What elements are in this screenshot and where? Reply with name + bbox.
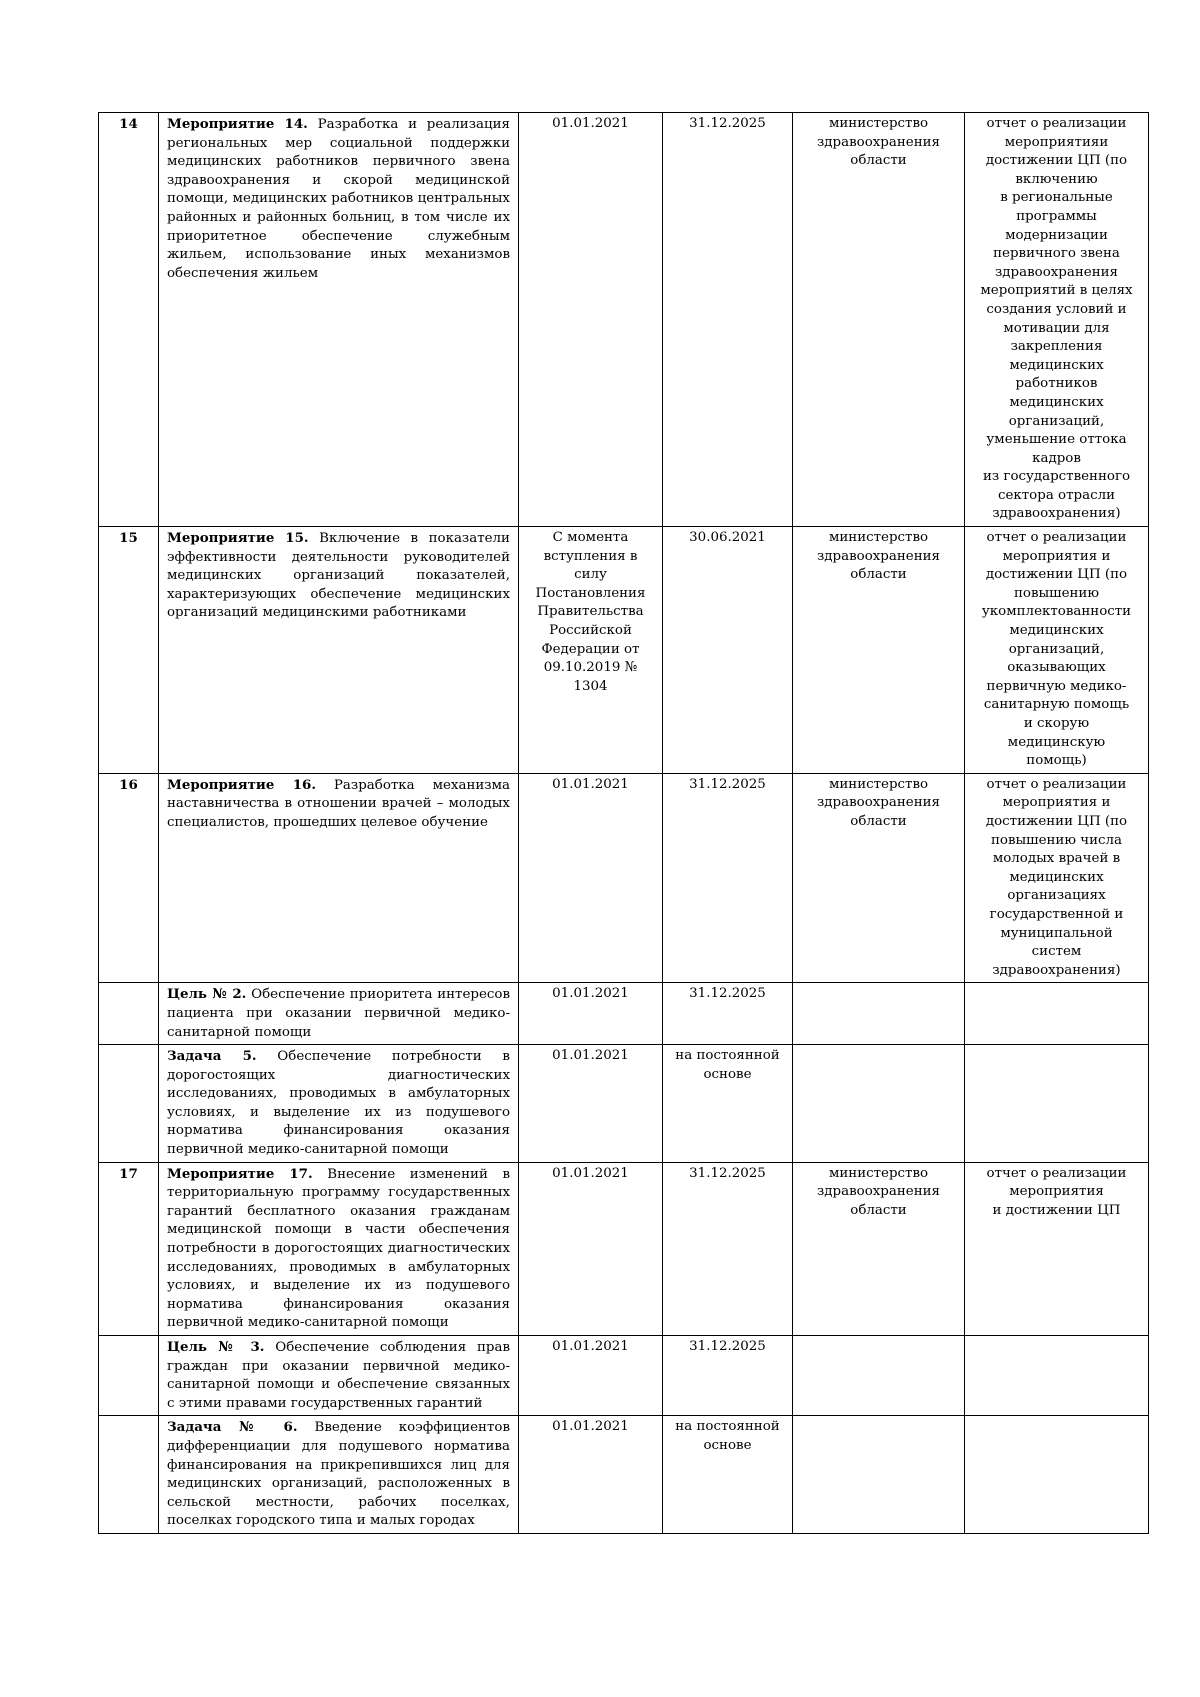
task-title: Задача 5. [167,1048,257,1065]
task-description [159,1045,519,1163]
table-row [99,773,1149,983]
responsible [793,983,965,1045]
row-number [99,1336,159,1416]
activity-description [159,1162,519,1335]
start-date: 01.01.2021 [519,983,663,1045]
row-number: 14 [99,113,159,527]
plan-table-body [99,113,1149,1534]
end-date: 31.12.2025 [663,113,793,527]
table-row [99,1045,1149,1163]
end-date: 31.12.2025 [663,1336,793,1416]
end-date: 31.12.2025 [663,1162,793,1335]
end-date: на постоянной основе [663,1416,793,1534]
end-date: 31.12.2025 [663,773,793,983]
row-number [99,983,159,1045]
end-date: на постоянной основе [663,1045,793,1163]
end-date: 30.06.2021 [663,527,793,774]
expected-result [965,1045,1149,1163]
row-number [99,1416,159,1534]
row-number: 16 [99,773,159,983]
activity-title: Мероприятие 14. [167,116,308,132]
activity-title: Мероприятие 17. [167,1165,313,1182]
end-date: 31.12.2025 [663,983,793,1045]
task-text: Введение коэффициентов дифференциации для подушевого норматива финансирования на прикрепившихся лиц для медицинских организаций, расположенных в сельской местности, рабочих поселках, поселках городского типа и малых городах [167,1420,510,1529]
activity-title: Мероприятие 15. [167,530,309,547]
activity-text: Разработка и реализация региональных мер социальной поддержки медицинских работников первичного звена здравоохранения и скорой медицинской помощи, медицинских работников центральных районных и районных больниц, в том числе их приоритетное обеспечение служебным жильем, использование иных механизмов обеспечения жильем [167,117,510,281]
table-row [99,1336,1149,1416]
expected-result: отчет о реализации мероприятия и достижении ЦП (по повышению числа молодых врачей в медицинских организациях государственной и муниципальной систем здравоохранения) [965,773,1149,983]
start-date: 01.01.2021 [519,1416,663,1534]
row-number: 15 [99,527,159,774]
expected-result [965,983,1149,1045]
row-number: 17 [99,1162,159,1335]
responsible [793,1045,965,1163]
activity-text: Включение в показатели эффективности деятельности руководителей медицинских организаций показателей, характеризующих обеспечение медицинских организаций медицинскими работниками [167,531,510,621]
document-page [98,112,1148,1534]
expected-result: отчет о реализации мероприятия и достижении ЦП (по повышению укомплектованности медицинских организаций, оказывающих первичную медико- санитарную помощь и скорую медицинскую помощь) [965,527,1149,774]
activity-description [159,527,519,774]
table-row [99,113,1149,527]
responsible: министерство здравоохранения области [793,773,965,983]
start-date: 01.01.2021 [519,773,663,983]
expected-result: отчет о реализации мероприятия и достижении ЦП [965,1162,1149,1335]
responsible [793,1336,965,1416]
activity-title: Мероприятие 16. [167,776,316,793]
expected-result [965,1336,1149,1416]
goal-title: Цель № 3. [167,1339,265,1355]
goal-description [159,983,519,1045]
responsible: министерство здравоохранения области [793,527,965,774]
expected-result [965,1416,1149,1534]
table-row [99,1416,1149,1534]
activity-description [159,773,519,983]
start-date: 01.01.2021 [519,1336,663,1416]
start-date: 01.01.2021 [519,113,663,527]
responsible [793,1416,965,1534]
goal-title: Цель № 2. [167,986,247,1003]
table-row [99,983,1149,1045]
activity-description [159,113,519,527]
responsible: министерство здравоохранения области [793,1162,965,1335]
task-description [159,1416,519,1534]
goal-text: Обеспечение приоритета интересов пациента при оказании первичной медико-санитарной помощи [167,987,510,1040]
start-date: 01.01.2021 [519,1045,663,1163]
table-row [99,1162,1149,1335]
expected-result: отчет о реализации мероприятияи достижении ЦП (по включению в региональные программы модернизации первичного звена здравоохранения мероприятий в целях создания условий и мотивации для закрепления медицинских работников медицинских организаций, уменьшение оттока кадров из государственного сектора отрасли здравоохранения) [965,113,1149,527]
start-date: С момента вступления в силу Постановления Правительства Российской Федерации от 09.10.2019 № 1304 [519,527,663,774]
responsible: министерство здравоохранения области [793,113,965,527]
start-date: 01.01.2021 [519,1162,663,1335]
goal-description [159,1336,519,1416]
task-text: Обеспечение потребности в дорогостоящих диагностических исследованиях, проводимых в амбулаторных условиях, и выделение их из подушевого норматива финансирования оказания первичной медико-санитарной помощи [167,1049,510,1158]
row-number [99,1045,159,1163]
goal-text: Обеспечение соблюдения прав граждан при оказании первичной медико-санитарной помощи и обеспечение связанных с этими правами государственных гарантий [167,1340,510,1411]
activity-text: Разработка механизма наставничества в отношении врачей – молодых специалистов, прошедших целевое обучение [167,777,510,830]
activity-text: Внесение изменений в территориальную программу государственных гарантий бесплатного оказания гражданам медицинской помощи в части обеспечения потребности в дорогостоящих диагностических исследованиях, проводимых в амбулаторных условиях, и выделение их из подушевого норматива финансирования оказания первичной медико-санитарной помощи [167,1166,510,1331]
plan-table [98,112,1149,1534]
table-row [99,527,1149,774]
task-title: Задача № 6. [167,1419,298,1436]
